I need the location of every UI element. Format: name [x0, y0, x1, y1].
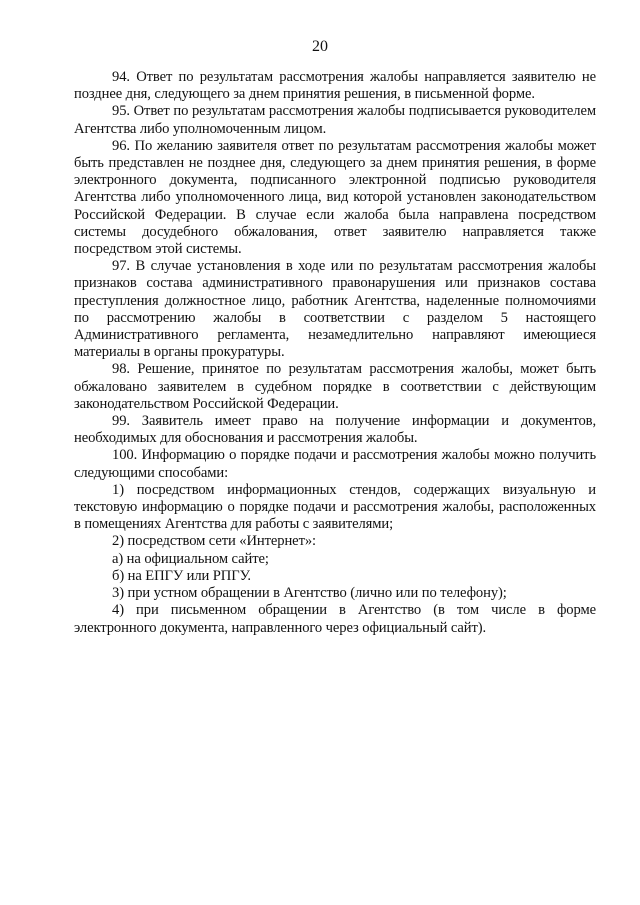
- paragraph-94: 94. Ответ по результатам рассмотрения жалобы направляется заявителю не позднее дня, следующего за днем принятия решения, в письменной форме.: [74, 69, 596, 103]
- paragraph-98: 98. Решение, принятое по результатам рассмотрения жалобы, может быть обжаловано заявителем в судебном порядке в соответствии с действующим законодательством Российской Федерации.: [74, 361, 596, 412]
- list-item-4: 4) при письменном обращении в Агентство (в том числе в форме электронного документа, направленного через официальный сайт).: [74, 602, 596, 636]
- paragraph-96: 96. По желанию заявителя ответ по результатам рассмотрения жалобы может быть представлен не позднее дня, следующего за днем принятия решения, в форме электронного документа, подписанного электронной подписью руководителя Агентства либо уполномоченного лица, вид которой установлен законодательством Российской Федерации. В случае если жалоба была направлена посредством системы досудебного обжалования, ответ заявителю направляется также посредством этой системы.: [74, 137, 596, 258]
- list-item-3: 3) при устном обращении в Агентство (лично или по телефону);: [112, 585, 507, 602]
- paragraph-100: 100. Информацию о порядке подачи и рассмотрения жалобы можно получить следующими способами:: [74, 447, 596, 481]
- list-item-2a: а) на официальном сайте;: [112, 550, 269, 567]
- list-item-2b: б) на ЕПГУ или РПГУ.: [112, 567, 251, 584]
- paragraph-97: 97. В случае установления в ходе или по результатам рассмотрения жалобы признаков состава административного правонарушения или признаков состава преступления должностное лицо, работник Агентства, наделенные полномочиями по рассмотрению жалобы в соответствии с разделом 5 настоящего Административного регламента, незамедлительно направляют имеющиеся материалы в органы прокуратуры.: [74, 258, 596, 361]
- paragraph-95: 95. Ответ по результатам рассмотрения жалобы подписывается руководителем Агентства либо уполномоченным лицом.: [74, 103, 596, 137]
- paragraph-99: 99. Заявитель имеет право на получение информации и документов, необходимых для обоснования и рассмотрения жалобы.: [74, 413, 596, 447]
- page-number: 20: [312, 38, 328, 55]
- list-item-2: 2) посредством сети «Интернет»:: [112, 533, 316, 550]
- document-body: [74, 69, 596, 637]
- list-item-1: 1) посредством информационных стендов, содержащих визуальную и текстовую информацию о порядке подачи и рассмотрения жалобы, расположенных в помещениях Агентства для работы с заявителями;: [74, 481, 596, 533]
